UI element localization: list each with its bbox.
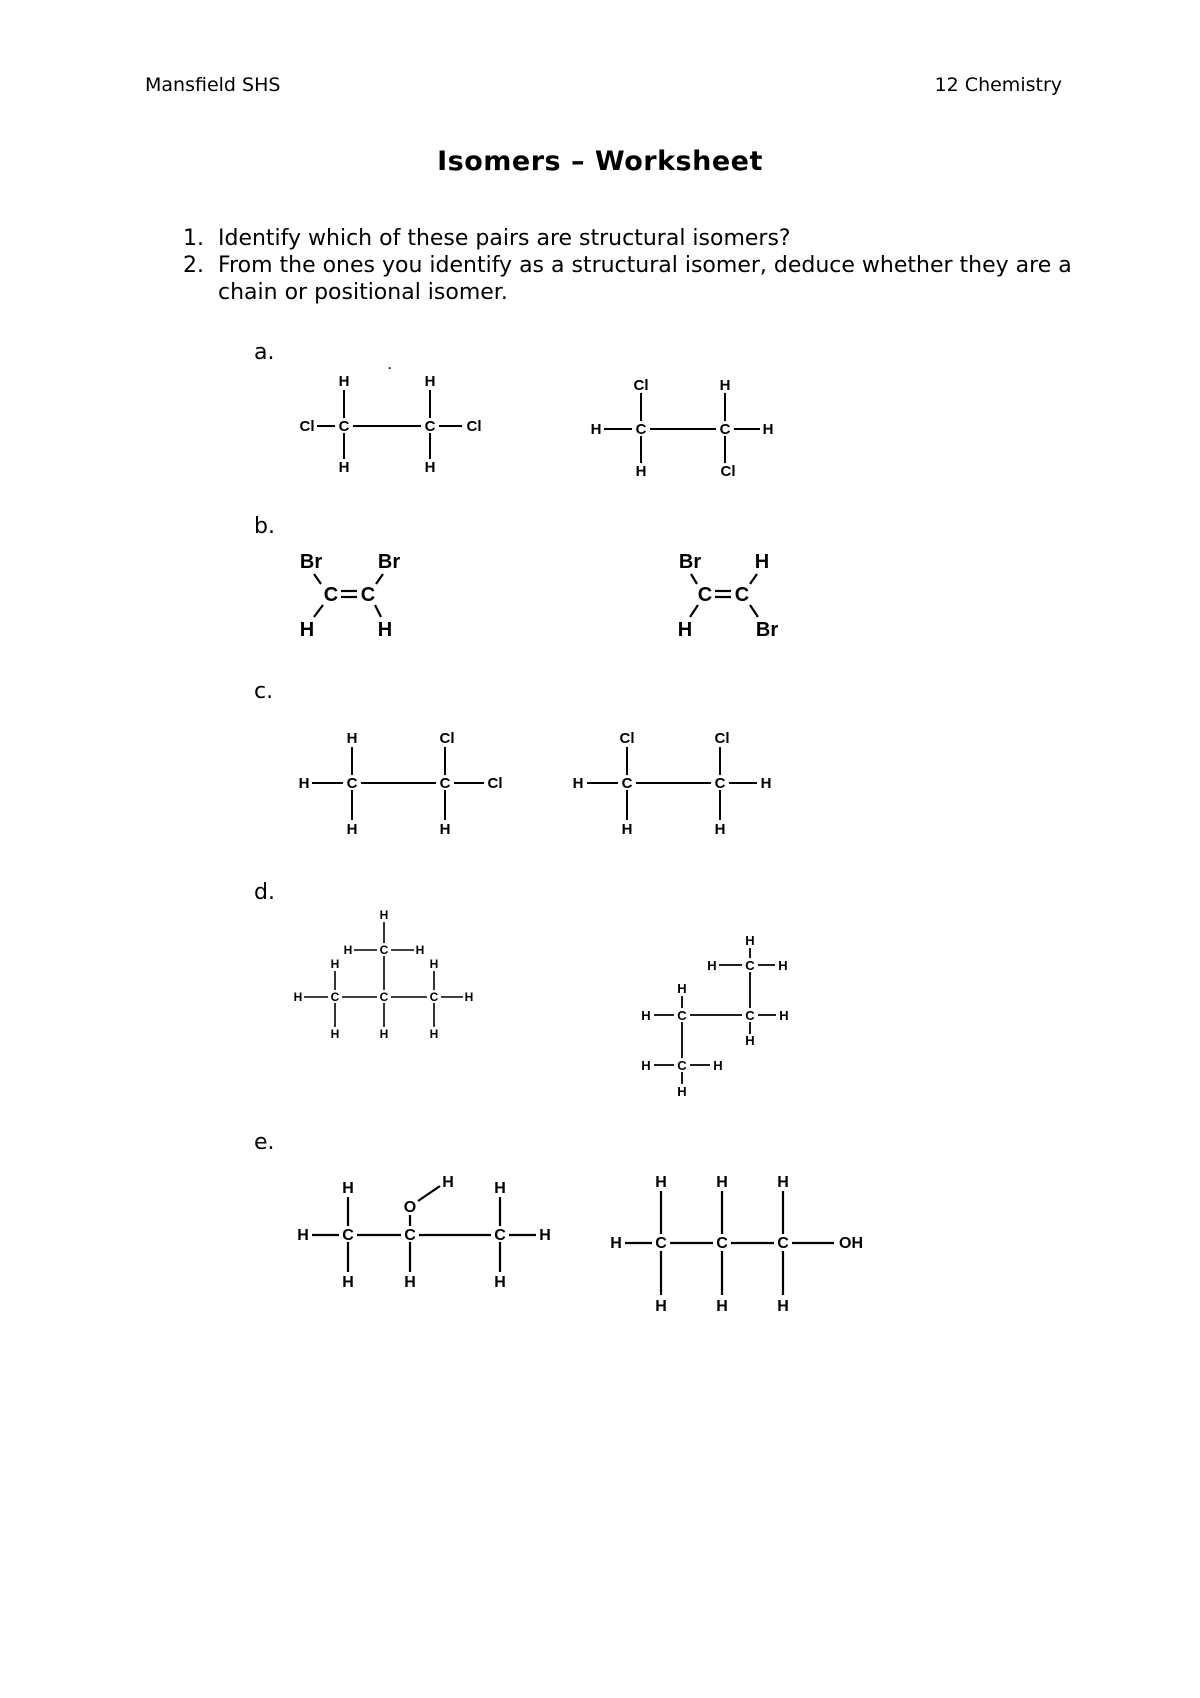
svg-text:H: H <box>342 1180 354 1197</box>
svg-text:H: H <box>713 1058 723 1073</box>
svg-text:H: H <box>346 821 358 838</box>
svg-text:C: C <box>734 584 750 606</box>
svg-text:H: H <box>293 990 303 1004</box>
svg-text:OH: OH <box>839 1235 863 1252</box>
svg-text:Cl: Cl <box>299 418 315 435</box>
svg-text:H: H <box>338 459 350 476</box>
page-header-right: 12 Chemistry <box>934 74 1062 96</box>
page-title: Isomers – Worksheet <box>437 146 763 177</box>
svg-text:C: C <box>719 421 731 438</box>
svg-text:H: H <box>424 373 436 390</box>
svg-text:H: H <box>677 981 687 996</box>
svg-text:C: C <box>494 1227 506 1244</box>
svg-text:Br: Br <box>299 551 323 573</box>
svg-text:C: C <box>323 584 339 606</box>
svg-text:C: C <box>342 1227 354 1244</box>
svg-text:C: C <box>338 418 350 435</box>
part-d-label: d. <box>254 880 275 905</box>
svg-text:H: H <box>379 1027 389 1041</box>
svg-text:C: C <box>635 421 647 438</box>
svg-text:Cl: Cl <box>487 775 503 792</box>
svg-text:C: C <box>360 584 376 606</box>
part-e-label: e. <box>254 1130 275 1155</box>
question-1-text: Identify which of these pairs are structural isomers? <box>218 226 791 251</box>
svg-text:C: C <box>429 990 439 1004</box>
svg-text:Cl: Cl <box>714 730 730 747</box>
svg-text:C: C <box>677 1058 687 1073</box>
svg-text:H: H <box>379 908 389 922</box>
svg-text:C: C <box>745 958 755 973</box>
svg-text:H: H <box>655 1298 667 1315</box>
question-2-number: 2. <box>183 253 204 278</box>
svg-text:H: H <box>760 775 772 792</box>
svg-text:H: H <box>424 459 436 476</box>
svg-text:Cl: Cl <box>720 463 736 480</box>
svg-text:H: H <box>714 821 726 838</box>
svg-text:C: C <box>379 990 389 1004</box>
svg-text:H: H <box>610 1235 622 1252</box>
svg-text:Br: Br <box>377 551 401 573</box>
svg-text:C: C <box>714 775 726 792</box>
page-header-left: Mansfield SHS <box>145 74 281 96</box>
svg-text:Cl: Cl <box>619 730 635 747</box>
svg-text:H: H <box>777 1298 789 1315</box>
svg-text:O: O <box>403 1199 417 1216</box>
svg-text:H: H <box>297 1227 309 1244</box>
svg-text:H: H <box>677 619 693 641</box>
svg-text:C: C <box>777 1235 789 1252</box>
svg-text:H: H <box>762 421 774 438</box>
svg-text:H: H <box>641 1008 651 1023</box>
svg-text:C: C <box>655 1235 667 1252</box>
svg-text:H: H <box>779 1008 789 1023</box>
svg-text:H: H <box>429 1027 439 1041</box>
svg-text:C: C <box>424 418 436 435</box>
svg-text:H: H <box>338 373 350 390</box>
svg-text:H: H <box>494 1180 506 1197</box>
svg-text:H: H <box>635 463 647 480</box>
svg-text:C: C <box>677 1008 687 1023</box>
question-1-number: 1. <box>183 226 204 251</box>
part-c-label: c. <box>254 679 274 704</box>
svg-text:C: C <box>621 775 633 792</box>
svg-text:H: H <box>621 821 633 838</box>
svg-text:C: C <box>716 1235 728 1252</box>
svg-text:C: C <box>330 990 340 1004</box>
svg-text:H: H <box>404 1274 416 1291</box>
svg-text:H: H <box>299 619 315 641</box>
svg-text:H: H <box>346 730 358 747</box>
svg-text:C: C <box>404 1227 416 1244</box>
svg-text:C: C <box>745 1008 755 1023</box>
svg-text:H: H <box>716 1298 728 1315</box>
svg-text:H: H <box>778 958 788 973</box>
svg-text:H: H <box>572 775 584 792</box>
question-2-text: From the ones you identify as a structural isomer, deduce whether they are a chain or positional isomer. <box>218 253 1072 305</box>
svg-text:H: H <box>442 1174 454 1191</box>
svg-text:C: C <box>346 775 358 792</box>
svg-text:H: H <box>719 377 731 394</box>
svg-text:Br: Br <box>678 551 702 573</box>
svg-text:H: H <box>754 551 770 573</box>
svg-text:·: · <box>388 361 392 375</box>
svg-text:H: H <box>343 943 353 957</box>
svg-text:H: H <box>298 775 310 792</box>
svg-text:H: H <box>590 421 602 438</box>
svg-text:H: H <box>641 1058 651 1073</box>
svg-text:H: H <box>330 1027 340 1041</box>
svg-text:H: H <box>429 957 439 971</box>
svg-text:Br: Br <box>755 619 779 641</box>
svg-text:H: H <box>330 957 340 971</box>
svg-text:H: H <box>745 933 755 948</box>
svg-text:H: H <box>439 821 451 838</box>
svg-text:C: C <box>379 943 389 957</box>
svg-text:H: H <box>707 958 717 973</box>
svg-text:H: H <box>415 943 425 957</box>
svg-text:H: H <box>464 990 474 1004</box>
svg-text:Cl: Cl <box>466 418 482 435</box>
svg-text:H: H <box>745 1033 755 1048</box>
svg-text:H: H <box>494 1274 506 1291</box>
svg-text:H: H <box>777 1174 789 1191</box>
svg-text:Cl: Cl <box>439 730 455 747</box>
svg-text:Cl: Cl <box>633 377 649 394</box>
svg-text:H: H <box>677 1084 687 1099</box>
svg-text:H: H <box>716 1174 728 1191</box>
svg-text:H: H <box>342 1274 354 1291</box>
part-b-label: b. <box>254 514 275 539</box>
svg-text:H: H <box>655 1174 667 1191</box>
svg-text:H: H <box>539 1227 551 1244</box>
svg-text:H: H <box>377 619 393 641</box>
svg-text:C: C <box>439 775 451 792</box>
part-a-label: a. <box>254 340 275 365</box>
svg-text:C: C <box>697 584 713 606</box>
